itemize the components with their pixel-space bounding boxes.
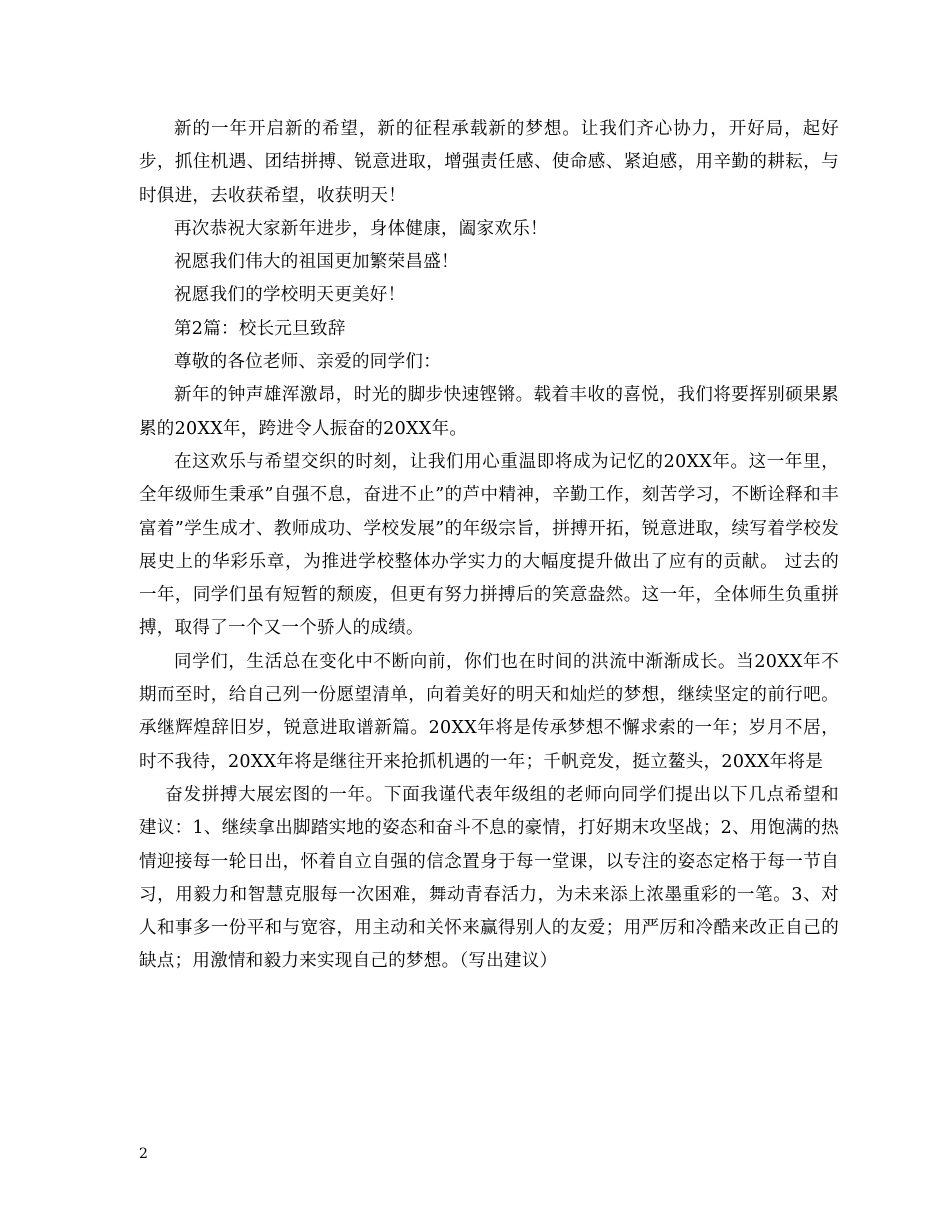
paragraph-suggestions: 奋发拼搏大展宏图的一年。下面我谨代表年级组的老师向同学们提出以下几点希望和建议：1、继续拿出脚踏实地的姿态和奋斗不息的豪情，打好期末攻坚战；2、用饱满的热情迎接每一轮日出，怀着自立自强的信念置身于每一堂课，以专注的姿态定格于每一节自习，用毅力和智慧克服每一次困难，舞动青春活力，为未来添上浓墨重彩的一笔。3、对人和事多一份平和与宽容，用主动和关怀来赢得别人的友爱；用严厉和冷酷来改正自己的缺点；用激情和毅力来实现自己的梦想。（写出建议） <box>139 784 839 972</box>
paragraph-new-year-hope: 新的一年开启新的希望，新的征程承载新的梦想。让我们齐心协力，开好局，起好步，抓住机遇、团结拼搏、锐意进取，增强责任感、使命感、紧迫感，用辛勤的耕耘，与时俱进，去收获希望，收获明天！ <box>139 119 839 206</box>
paragraph-greeting: 再次恭祝大家新年进步，身体健康，阖家欢乐！ <box>174 218 548 239</box>
paragraph-wish-school: 祝愿我们的学校明天更美好！ <box>174 285 406 306</box>
document-body <box>139 113 839 979</box>
paragraph-bells: 新年的钟声雄浑激昂，时光的脚步快速铿锵。载着丰收的喜悦，我们将要挥别硕果累累的20XX年，跨进令人振奋的20XX年。 <box>139 385 839 439</box>
paragraph-review: 在这欢乐与希望交织的时刻，让我们用心重温即将成为记忆的20XX年。这一年里，全年级师生秉承”自强不息，奋进不止”的芦中精神，辛勤工作，刻苦学习，不断诠释和丰富着”学生成才、教师成功、学校发展”的年级宗旨，拼搏开拓，锐意进取，续写着学校发展史上的华彩乐章，为推进学校整体办学实力的大幅度提升做出了应有的贡献。 过去的一年，同学们虽有短暂的颓废，但更有努力拼搏后的笑意盎然。这一年，全体师生负重拼搏，取得了一个又一个骄人的成绩。 <box>139 451 839 639</box>
paragraph-wish-country: 祝愿我们伟大的祖国更加繁荣昌盛！ <box>174 252 459 273</box>
paragraph-students: 同学们，生活总在变化中不断向前，你们也在时间的洪流中渐渐成长。当20XX年不期而至时，给自己列一份愿望清单，向着美好的明天和灿烂的梦想，继续坚定的前行吧。 承继辉煌辞旧岁，锐意进取谱新篇。20XX年将是传承梦想不懈求索的一年；岁月不居，时不我待，20XX年将是继往开来抢抓机遇的一年；千帆竞发，挺立鳌头，20XX年将是 <box>139 651 839 772</box>
page-number: 2 <box>139 1146 148 1162</box>
salutation: 尊敬的各位老师、亲爱的同学们： <box>174 352 441 373</box>
section-heading: 第2篇：校长元旦致辞 <box>174 318 346 339</box>
